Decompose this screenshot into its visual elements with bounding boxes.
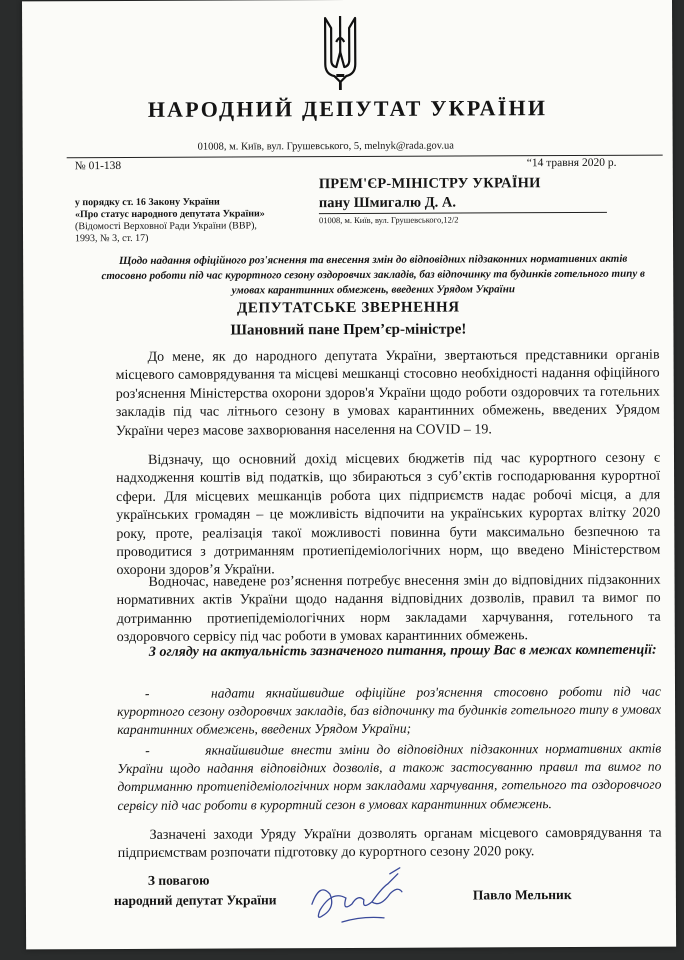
handwritten-signature <box>302 864 422 935</box>
paragraph: Відзначу, що основний дохід місцевих бюджетів під час курортного сезону є надходження коштів від податків, що збираються з суб’єктів господарювання курортної сфери. Для місцевих мешканців робота цих підприємств надає робочі місця, а для українських громадян – це можливість відпочити на українських курортах влітку 2020 року, проте, реалізація такої можливості повинна бути максимально безпечною та проводитися з дотриманням протиепідеміологічних норм, що введено Міністерством охорони здоров’я України. <box>116 450 661 579</box>
request-item <box>117 740 661 815</box>
request-item-text: надати якнайшвидше офіційне роз'яснення стосовно роботи під час курортного сезону оздоровчих закладів, баз відпочинку та будинків готельного типу в умовах карантинних обмежень, введених Урядом України; <box>117 683 662 738</box>
letter-subject: Щодо надання офіційного роз'яснення та внесення змін до відповідних підзаконних нормативних актів стосовно роботи під час курортного сезону оздоровчих закладів, баз відпочинку та будинків готельного типу в умовах карантинних обмежень, введених Урядом України <box>101 252 645 297</box>
recipient-title: ПРЕМ'ЄР-МІНІСТРУ УКРАЇНИ <box>318 175 541 193</box>
closing-phrase: З повагою <box>147 872 210 888</box>
request-item <box>117 683 661 740</box>
recipient-address: 01008, м. Київ, вул. Грушевського,12/2 <box>318 214 459 226</box>
bullet-marker: - <box>145 742 150 758</box>
sender-address: 01008, м. Київ, вул. Грушевського, 5, melnyk@rada.gov.ua <box>197 140 454 153</box>
legal-basis-line: (Відомості Верховної Ради України (ВВР), <box>74 220 257 233</box>
letter-heading: ДЕПУТАТСЬКЕ ЗВЕРНЕННЯ <box>236 299 460 317</box>
paragraph: Зазначені заходи Уряду України дозволять органам місцевого самоврядування та підприємствам розпочати підготовку до курортного сезону 2020 року. <box>117 825 662 862</box>
trident-icon <box>322 12 358 92</box>
request-item-text: якнайшвидше внести зміни до відповідних підзаконних нормативних актів України щодо надання відповідних дозволів, а також застосуванню правил та вимог по дотриманню протиепідеміологічних норм закладами харчування, готельного та оздоровчого сервісу під час роботи в курортний сезон в умовах карантинних обмежень. <box>117 740 662 813</box>
request-intro: З огляду на актуальність зазначеного питання, прошу Вас в межах компетенції: <box>148 642 657 660</box>
registration-number: № 01-138 <box>74 159 122 173</box>
letter-date: “14 травня 2020 р. <box>526 156 617 170</box>
letter-page <box>22 0 676 949</box>
bullet-marker: - <box>144 685 150 701</box>
paragraph: До мене, як до народного депутата України, звертаються представники органів місцевого самоврядування та місцеві мешканці стосовно необхідності надання офіційного роз'яснення Міністерства охорони здоров'я України щодо роботи оздоровчих та готельних закладів під час літнього сезону в умовах карантинних обмежень, введених Урядом України через масове захворювання населення на COVID – 19. <box>115 347 660 439</box>
recipient-name: пану Шмигалю Д. А. <box>318 194 457 212</box>
recipient-block <box>319 175 607 225</box>
legal-basis-line: «Про статус народного депутата України» <box>74 208 265 221</box>
page-title: НАРОДНИЙ ДЕПУТАТ УКРАЇНИ <box>147 95 548 122</box>
legal-basis <box>75 196 323 245</box>
signer-name: Павло Мельник <box>472 887 572 903</box>
paragraph: Водночас, наведене роз’яснення потребує внесення змін до відповідних підзаконних нормативних актів України щодо надання відповідних дозволів, правил та вимог по дотриманню протиепідеміологічних норм закладами харчування, готельного та оздоровчого сервісу під час роботи в умовах карантинних обмежень. <box>116 572 661 646</box>
closing-block <box>114 870 277 911</box>
legal-basis-line: 1993, № 3, ст. 17) <box>75 232 149 245</box>
legal-basis-line: у порядку ст. 16 Закону України <box>74 196 220 209</box>
salutation: Шановний пане Прем’єр-міністре! <box>230 321 467 339</box>
signer-position: народний депутат України <box>113 892 277 909</box>
